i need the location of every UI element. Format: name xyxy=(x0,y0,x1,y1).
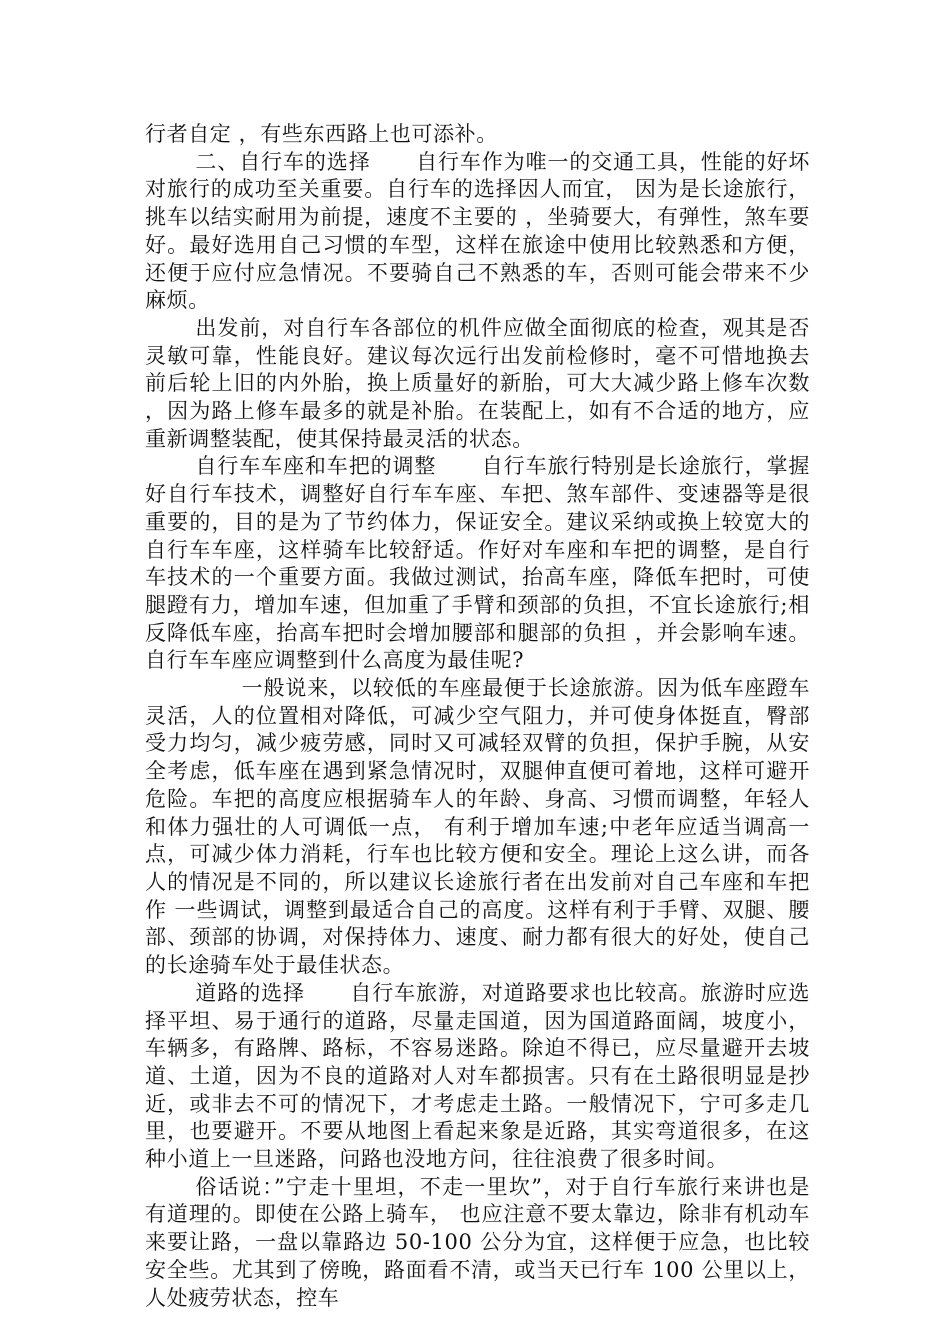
paragraph-low-seat-advice: 一般说来，以较低的车座最便于长途旅游。因为低车座蹬车灵活，人的位置相对降低，可减少空气阻力，并可使身体挺直，臀部受力均匀，减少疲劳感，同时又可减轻双臂的负担，保护手腕，从安全考虑，低车座在遇到紧急情况时，双腿伸直便可着地，这样可避开危险。车把的高度应根据骑车人的年龄、身高、习惯而调整，年轻人和体力强壮的人可调低一点， 有利于增加车速;中老年应适当调高一点，可减少体力消耗，行车也比较方便和安全。理论上这么讲，而各人的情况是不同的，所以建议长途旅行者在出发前对自己车座和车把作 一些调试，调整到最适合自己的高度。这样有利于手臂、双腿、腰部、颈部的协调，对保持体力、速度、耐力都有很大的好处，使自己的长途骑车处于最佳状态。 xyxy=(145,676,810,978)
paragraph-pre-departure-check: 出发前，对自行车各部位的机件应做全面彻底的检查，观其是否灵敏可靠，性能良好。建议每次远行出发前检修时，毫不可惜地换去前后轮上旧的内外胎，换上质量好的新胎，可大大减少路上修车次数 ，因为路上修车最多的就是补胎。在装配上，如有不合适的地方，应重新调整装配，使其保持最灵活的状态。 xyxy=(145,315,818,451)
paragraph-road-safety: 俗话说：”宁走十里坦，不走一里坎”，对于自行车旅行来讲也是有道理的。即使在公路上骑车， 也应注意不要太靠边，除非有机动车来要让路，一盘以靠路边 50-100 公分为宜，这样便于应急，也比较安全些。尤其到了傍晚，路面看不清，或当天已行车 100 公里以上，人处疲劳状态，控车 xyxy=(145,1174,810,1310)
document-body xyxy=(145,121,818,1312)
paragraph-road-selection: 道路的选择 自行车旅游，对道路要求也比较高。旅游时应选择平坦、易于通行的道路，尽量走国道，因为国道路面阔，坡度小，车辆多，有路牌、路标，不容易迷路。除迫不得已，应尽量避开去坡道、土道，因为不良的道路对人对车都损害。只有在土路很明显是抄近，或非去不可的情况下，才考虑走土路。一般情况下，宁可多走几里，也要避开。不要从地图上看起来象是近路，其实弯道很多，在这种小道上一旦迷路，问路也没地方问，往往浪费了很多时间。 xyxy=(145,980,810,1172)
paragraph-intro-tail: 行者自定 ，有些东西路上也可添补。 xyxy=(145,122,498,146)
paragraph-seat-handlebar-adjustment: 自行车车座和车把的调整 自行车旅行特别是长途旅行，掌握好自行车技术，调整好自行车车座、车把、煞车部件、变速器等是很重要的，目的是为了节约体力，保证安全。建议采纳或换上较宽大的自行车车座，这样骑车比较舒适。作好对车座和车把的调整，是自行车技术的一个重要方面。我做过测试，抬高车座，降低车把时，可使腿蹬有力，增加车速，但加重了手臂和颈部的负担，不宜长途旅行;相反降低车座，抬高车把时会增加腰部和腿部的负担 ，并会影响车速。自行车车座应调整到什么高度为最佳呢? xyxy=(145,454,810,673)
paragraph-bike-selection: 二、自行车的选择 自行车作为唯一的交通工具，性能的好坏对旅行的成功至关重要。自行车的选择因人而宜， 因为是长途旅行，挑车以结实耐用为前提，速度不主要的 ，坐骑要大，有弹性，煞车要好。最好选用自己习惯的车型，这样在旅途中使用比较熟悉和方便，还便于应付应急情况。不要骑自己不熟悉的车，否则可能会带来不少麻烦。 xyxy=(145,149,810,313)
